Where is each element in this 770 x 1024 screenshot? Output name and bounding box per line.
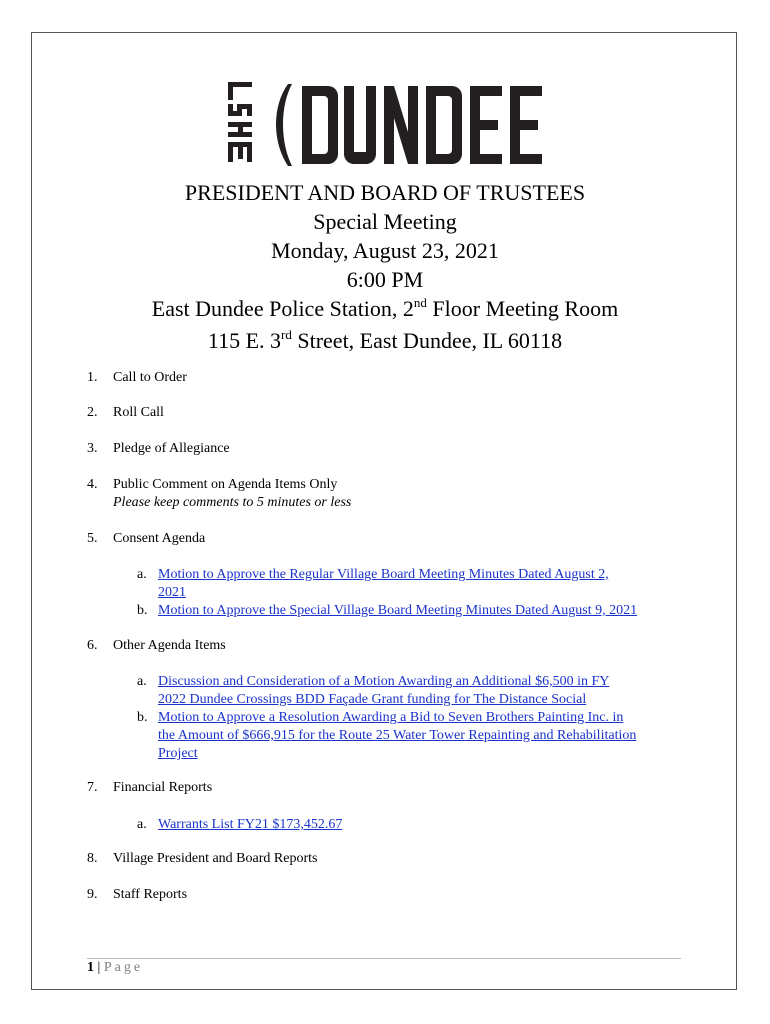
item-number: 3. [87,441,98,456]
item-label: Village President and Board Reports [113,851,318,866]
logo-east-glyphs [228,82,252,162]
logo-graphic [226,80,548,168]
facade-grant-link[interactable] [137,674,609,709]
subitem-letter: a. [137,674,147,689]
subitem-letter: a. [137,567,147,582]
page-frame [31,32,737,990]
agenda-subitem [137,673,609,709]
meeting-location [0,294,770,326]
address-ordinal: rd [281,327,292,342]
agenda-item [87,638,226,654]
agenda-item [87,441,230,457]
agenda-item [87,780,212,796]
minutes-aug-9-link[interactable]: Motion to Approve the Special Village Board Meeting Minutes Dated August 9, 2021 [158,603,638,618]
subitem-letter: b. [137,603,148,618]
subitem-letter: a. [137,817,147,832]
link-text: Discussion and Consideration of a Motion Awarding an Additional $6,500 in FY [158,674,610,689]
page-number: 1 [87,960,94,975]
item-label: Financial Reports [113,780,213,795]
agenda-subitem [137,566,609,602]
location-text-rest: Floor Meeting Room [426,296,619,321]
item-number: 6. [87,638,98,653]
logo-swoosh [276,84,292,166]
east-dundee-logo [226,80,548,168]
meeting-address [0,326,770,358]
public-comment-note: Please keep comments to 5 minutes or less [113,495,352,510]
item-label: Pledge of Allegiance [113,441,230,456]
link-text-cont: 2022 Dundee Crossings BDD Façade Grant funding for The Distance Social [158,692,587,707]
item-label: Other Agenda Items [113,638,226,653]
board-title: PRESIDENT AND BOARD OF TRUSTEES [184,180,586,205]
link-text: Motion to Approve the Regular Village Board Meeting Minutes Dated August 2, [158,567,609,582]
item-number: 1. [87,370,98,385]
minutes-aug-2-link[interactable] [137,567,609,602]
item-number: 9. [87,887,98,902]
agenda-subitem [137,709,636,763]
agenda-item [87,531,205,547]
item-label: Roll Call [113,405,164,420]
agenda-item [87,887,187,903]
item-label: Public Comment on Agenda Items Only [113,477,338,492]
item-number: 7. [87,780,98,795]
address-text-rest: Street, East Dundee, IL 60118 [291,328,563,353]
address-text: 115 E. 3 [207,328,282,353]
page-footer [87,960,143,976]
link-text-cont: Project [158,746,198,761]
item-number: 5. [87,531,98,546]
agenda-subitem [137,816,342,834]
agenda-item [87,477,337,493]
meeting-type: Special Meeting [313,209,457,234]
page-label: Page [103,960,144,975]
footer-divider [87,958,681,959]
item-label: Consent Agenda [113,531,206,546]
meeting-header [0,178,770,358]
water-tower-bid-link[interactable] [137,710,636,763]
link-text-cont: the Amount of $666,915 for the Route 25 Water Tower Repainting and Rehabilitation [158,728,637,743]
link-text: Motion to Approve a Resolution Awarding a Bid to Seven Brothers Painting Inc. in [158,710,624,725]
item-number: 4. [87,477,98,492]
agenda-item [87,370,187,386]
meeting-date: Monday, August 23, 2021 [271,238,499,263]
footer-separator: | [94,960,104,975]
meeting-time: 6:00 PM [346,267,424,292]
warrants-list-link[interactable]: Warrants List FY21 $173,452.67 [158,817,343,832]
logo-dundee-glyphs [302,86,542,164]
agenda-subitem [137,602,637,620]
agenda-item [87,851,317,867]
item-number: 2. [87,405,98,420]
agenda-item [87,405,164,421]
item-label: Staff Reports [113,887,188,902]
item-number: 8. [87,851,98,866]
location-text: East Dundee Police Station, 2 [151,296,414,321]
link-text-cont: 2021 [158,585,186,600]
item-label: Call to Order [113,370,187,385]
location-ordinal: nd [413,295,427,310]
subitem-letter: b. [137,710,148,725]
